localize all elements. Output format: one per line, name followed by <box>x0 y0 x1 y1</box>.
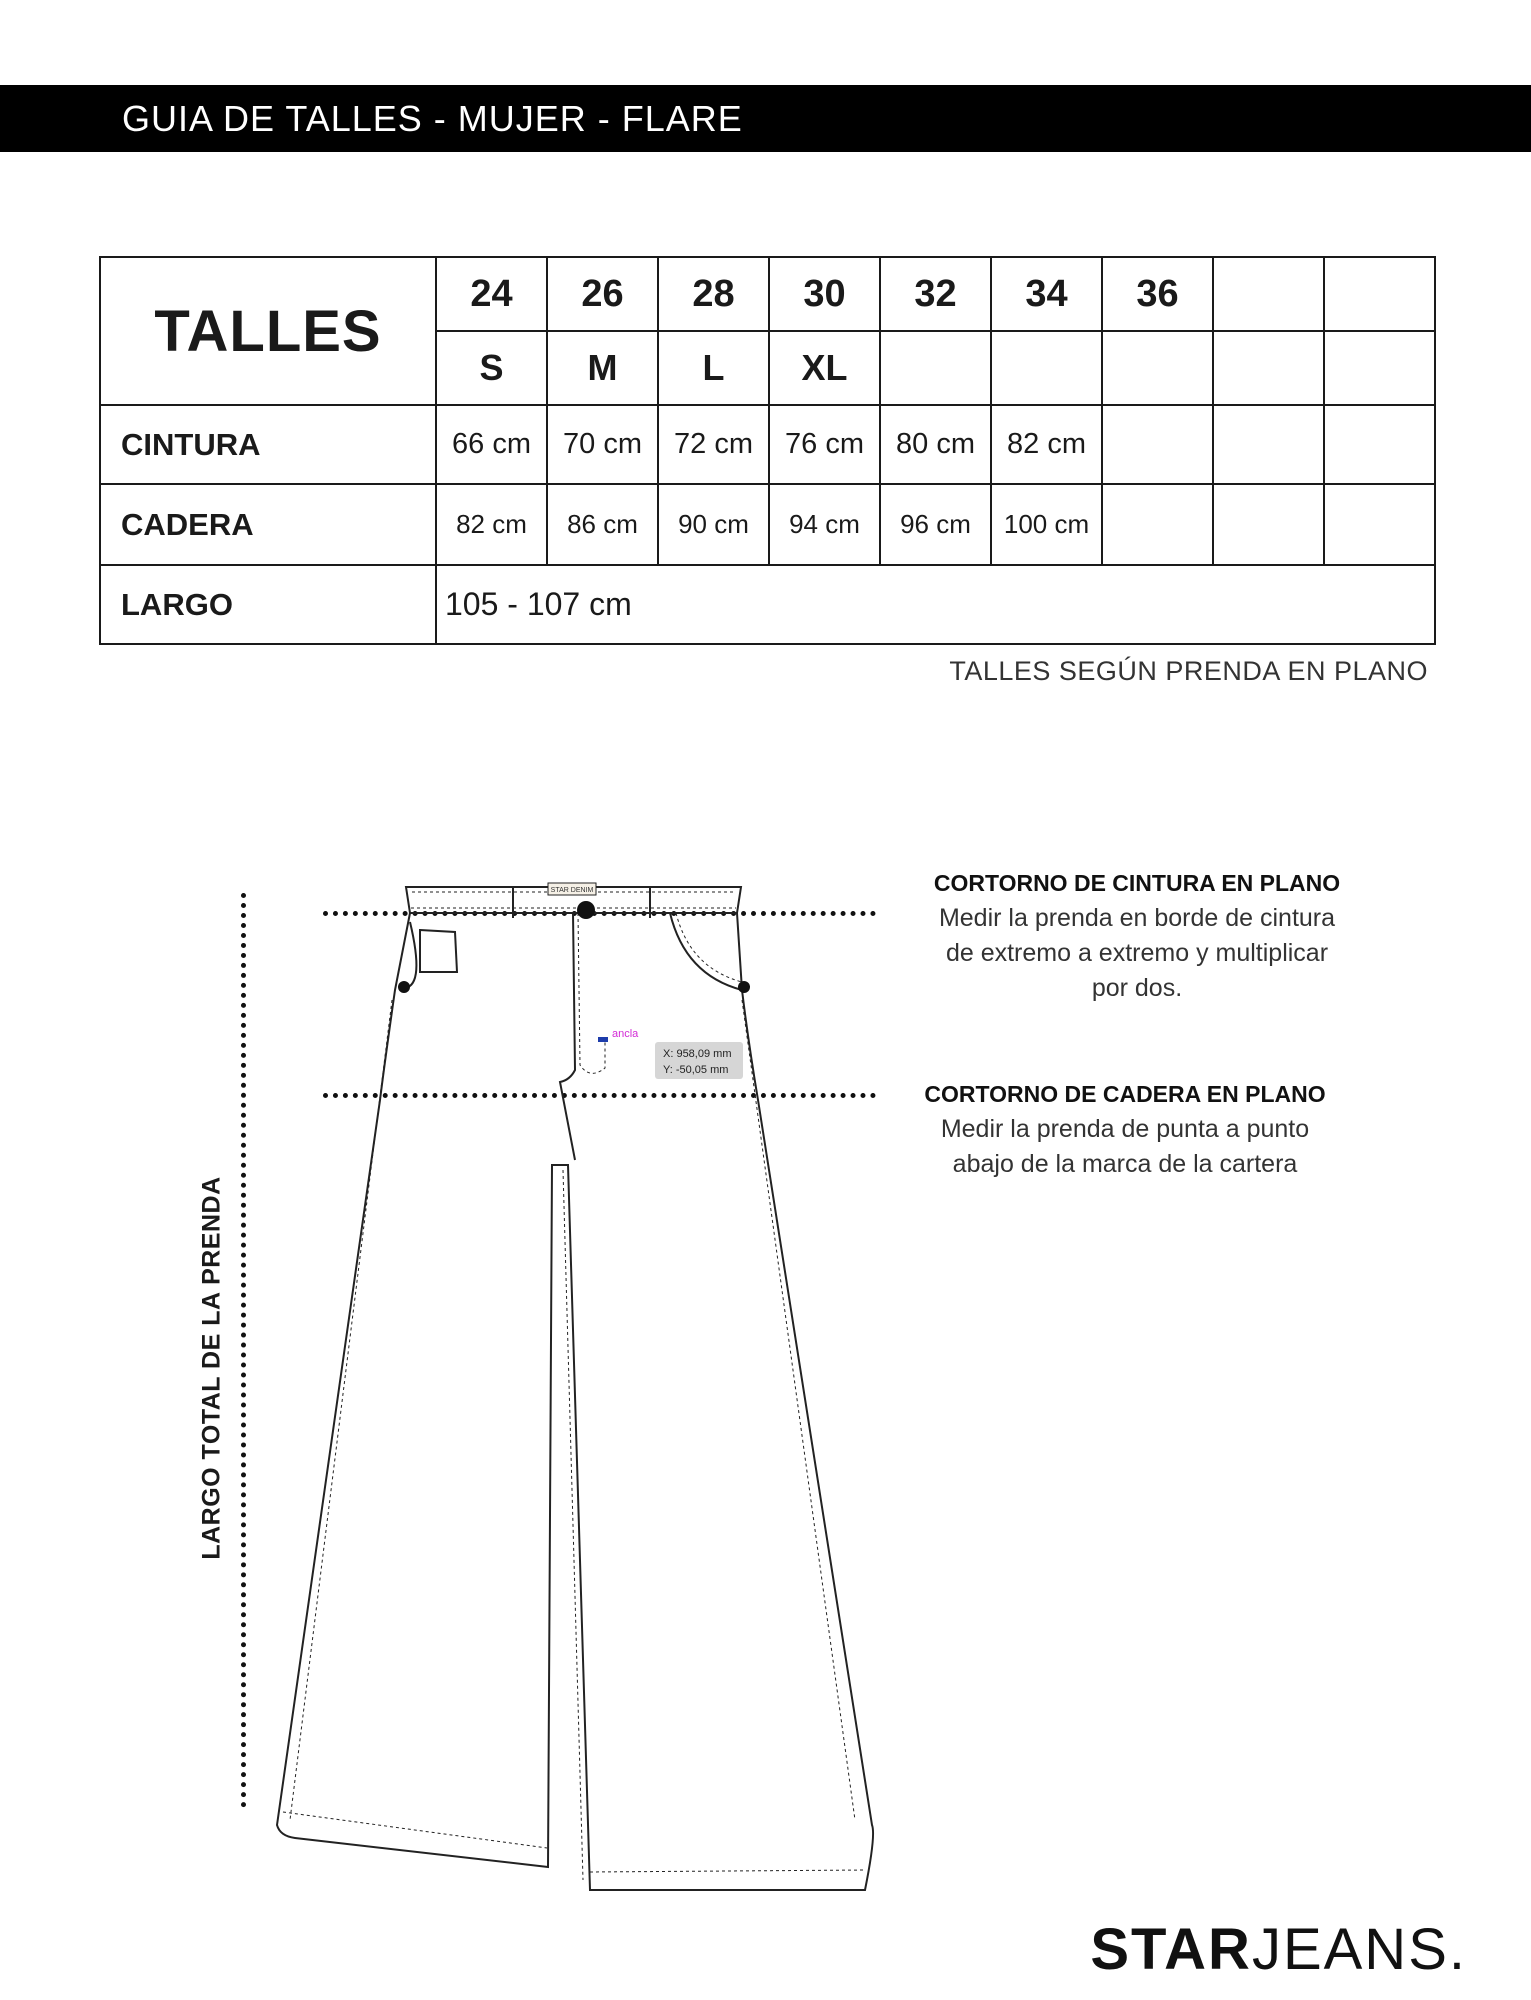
length-label: LARGO TOTAL DE LA PRENDA <box>197 1176 226 1560</box>
logo-bold: STAR <box>1090 1917 1252 1982</box>
waist-info-line: por dos. <box>1091 974 1183 1002</box>
size-cell: 32 <box>880 257 991 331</box>
cintura-cell: 80 cm <box>880 405 991 484</box>
size-cell: 24 <box>436 257 547 331</box>
size-cell: 28 <box>658 257 769 331</box>
row-label-cadera: CADERA <box>100 484 436 565</box>
cintura-cell: 70 cm <box>547 405 658 484</box>
size-cell: 34 <box>991 257 1102 331</box>
cadera-cell: 90 cm <box>658 484 769 565</box>
largo-value: 105 - 107 cm <box>436 565 1435 644</box>
waist-info-line: Medir la prenda en borde de cintura <box>938 904 1336 932</box>
cintura-cell: 82 cm <box>991 405 1102 484</box>
letter-cell: XL <box>769 331 880 405</box>
starjeans-logo <box>1090 1916 1467 1983</box>
measurement-note: TALLES SEGÚN PRENDA EN PLANO <box>949 656 1428 686</box>
page-title: GUIA DE TALLES - MUJER - FLARE <box>122 98 743 139</box>
letter-cell: M <box>547 331 658 405</box>
hip-info-line: abajo de la marca de la cartera <box>952 1150 1298 1178</box>
row-label-largo: LARGO <box>100 565 436 644</box>
anchor-label: ancla <box>612 1028 639 1040</box>
waist-info <box>892 866 1382 1006</box>
waist-info-line: de extremo a extremo y multiplicar <box>945 939 1329 967</box>
talles-header: TALLES <box>100 257 436 405</box>
hip-info-line: Medir la prenda de punta a punto <box>940 1115 1310 1143</box>
coord-x: X: 958,09 mm <box>663 1048 732 1060</box>
logo-light: JEANS. <box>1251 1917 1467 1982</box>
hip-info <box>880 1077 1370 1182</box>
cintura-cell: 66 cm <box>436 405 547 484</box>
size-cell: 36 <box>1102 257 1213 331</box>
size-cell: 26 <box>547 257 658 331</box>
letter-cell: S <box>436 331 547 405</box>
cintura-cell: 72 cm <box>658 405 769 484</box>
letter-cell: L <box>658 331 769 405</box>
cintura-cell: 76 cm <box>769 405 880 484</box>
cadera-cell: 100 cm <box>991 484 1102 565</box>
cadera-cell: 94 cm <box>769 484 880 565</box>
waist-info-title: CORTORNO DE CINTURA EN PLANO <box>933 870 1341 896</box>
coord-y: Y: -50,05 mm <box>663 1064 729 1076</box>
cadera-cell: 86 cm <box>547 484 658 565</box>
cadera-cell: 96 cm <box>880 484 991 565</box>
cadera-cell: 82 cm <box>436 484 547 565</box>
size-cell: 30 <box>769 257 880 331</box>
brand-tag-text: STAR DENIM <box>550 887 594 894</box>
hip-info-title: CORTORNO DE CADERA EN PLANO <box>924 1081 1326 1107</box>
row-label-cintura: CINTURA <box>100 405 436 484</box>
